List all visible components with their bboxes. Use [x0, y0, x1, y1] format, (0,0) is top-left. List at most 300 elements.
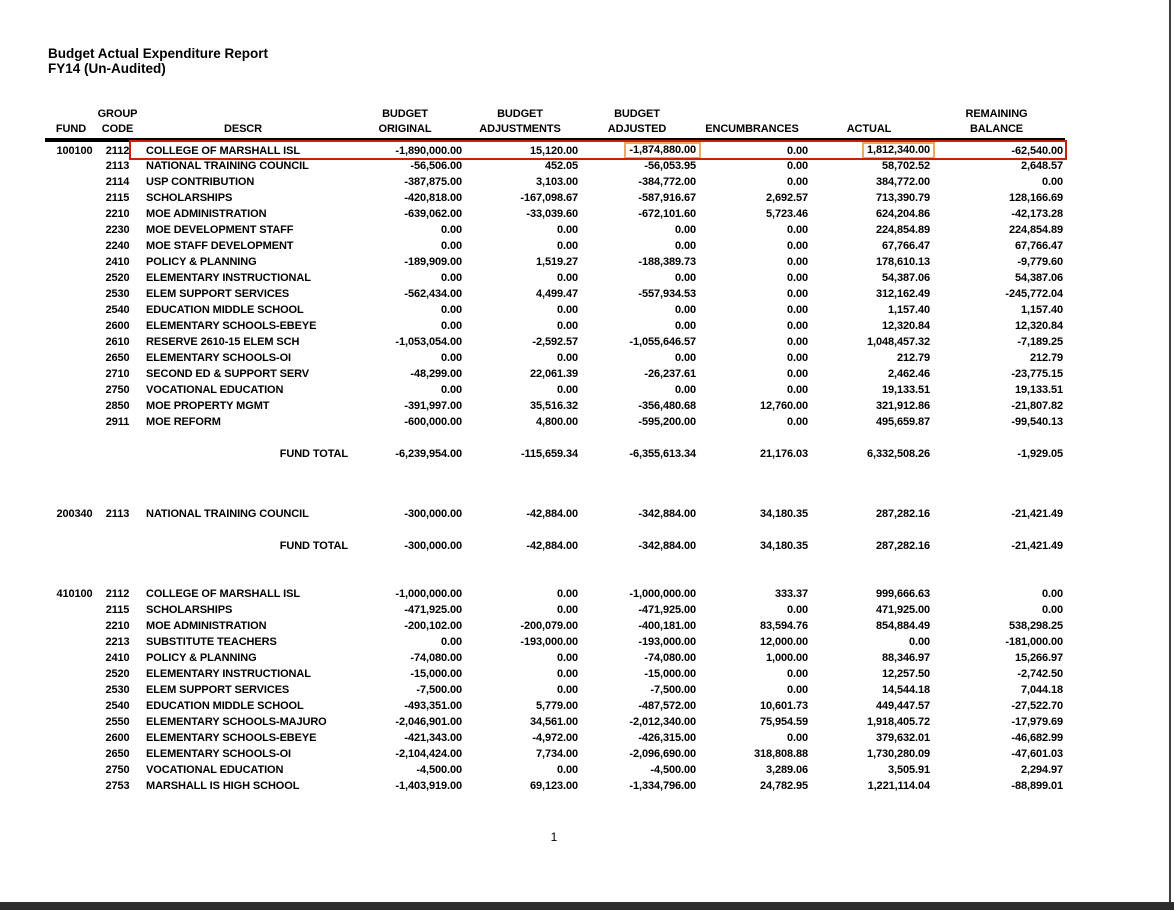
- header-budget-label-original: BUDGET: [382, 108, 428, 120]
- remaining-balance-cell: -47,601.03: [1011, 748, 1063, 760]
- budget-original-cell: -639,062.00: [404, 208, 462, 220]
- budget-adjustments-cell: 3,103.00: [535, 176, 578, 188]
- descr-cell: MARSHALL IS HIGH SCHOOL: [146, 780, 300, 792]
- remaining-balance-cell: -88,899.01: [1011, 780, 1063, 792]
- encumbrances-cell: 0.00: [786, 176, 808, 188]
- table-header: [45, 107, 1065, 142]
- header-budget-adjusted: ADJUSTED: [607, 123, 667, 135]
- group-code-cell: 2750: [105, 764, 130, 776]
- descr-cell: MOE DEVELOPMENT STAFF: [146, 224, 294, 236]
- group-code-cell: 2710: [105, 368, 130, 380]
- table-row: [45, 414, 1063, 430]
- table-row: [45, 206, 1063, 222]
- budget-adjusted-cell: -7,500.00: [650, 684, 696, 696]
- table-row: [45, 350, 1063, 366]
- table-row: [45, 238, 1063, 254]
- encumbrances-cell: 0.00: [786, 336, 808, 348]
- remaining-balance-cell: -245,772.04: [1005, 288, 1063, 300]
- budget-original-cell: -600,000.00: [404, 416, 462, 428]
- fund-total-budget-original: -6,239,954.00: [395, 448, 462, 460]
- encumbrances-cell: 10,601.73: [759, 700, 808, 712]
- actual-cell: 999,666.63: [875, 588, 930, 600]
- encumbrances-cell: 0.00: [786, 304, 808, 316]
- highlighted-value-box: -1,874,880.00: [624, 142, 701, 159]
- table-row: [45, 650, 1063, 666]
- header-encumbrances: ENCUMBRANCES: [705, 123, 799, 135]
- encumbrances-cell: 0.00: [786, 732, 808, 744]
- table-row: [45, 666, 1063, 682]
- encumbrances-cell: 0.00: [786, 288, 808, 300]
- group-code-cell: 2520: [105, 272, 130, 284]
- fund-total-label: FUND TOTAL: [279, 448, 348, 460]
- budget-adjustments-cell: 35,516.32: [529, 400, 578, 412]
- budget-adjusted-cell: -342,884.00: [638, 508, 696, 520]
- budget-original-cell: -189,909.00: [404, 256, 462, 268]
- descr-cell: VOCATIONAL EDUCATION: [146, 384, 284, 396]
- encumbrances-cell: 0.00: [786, 272, 808, 284]
- table-row: [45, 382, 1063, 398]
- budget-adjusted-cell: -74,080.00: [644, 652, 696, 664]
- actual-cell: [808, 142, 930, 159]
- remaining-balance-cell: 67,766.47: [1014, 240, 1063, 252]
- group-code-cell: 2600: [105, 320, 130, 332]
- group-code-cell: 2210: [105, 208, 130, 220]
- encumbrances-cell: 318,808.88: [753, 748, 808, 760]
- budget-adjustments-cell: 0.00: [556, 604, 578, 616]
- header-budget-adjustments: ADJUSTMENTS: [479, 123, 561, 135]
- remaining-balance-cell: -62,540.00: [1011, 144, 1063, 157]
- budget-original-cell: -48,299.00: [410, 368, 462, 380]
- header-remaining-balance: BALANCE: [969, 123, 1024, 135]
- fund-total-encumbrances: 21,176.03: [759, 448, 808, 460]
- encumbrances-cell: 24,782.95: [759, 780, 808, 792]
- actual-cell: 12,320.84: [881, 320, 930, 332]
- budget-adjusted-cell: -587,916.67: [638, 192, 696, 204]
- table-row: [45, 318, 1063, 334]
- descr-cell: ELEM SUPPORT SERVICES: [146, 684, 290, 696]
- descr-cell: MOE PROPERTY MGMT: [146, 400, 270, 412]
- fund-section-rows: [45, 142, 1063, 430]
- remaining-balance-cell: -7,189.25: [1017, 336, 1063, 348]
- budget-adjustments-cell: 0.00: [556, 304, 578, 316]
- budget-adjustments-cell: -42,884.00: [526, 508, 578, 520]
- budget-adjustments-cell: 0.00: [556, 668, 578, 680]
- table-row: [45, 174, 1063, 190]
- descr-cell: SCHOLARSHIPS: [146, 192, 233, 204]
- budget-adjusted-cell: -356,480.68: [638, 400, 696, 412]
- budget-original-cell: -387,875.00: [404, 176, 462, 188]
- budget-adjusted-cell: -426,315.00: [638, 732, 696, 744]
- budget-original-cell: -420,818.00: [404, 192, 462, 204]
- budget-adjustments-cell: -167,098.67: [520, 192, 578, 204]
- budget-adjustments-cell: 69,123.00: [529, 780, 578, 792]
- group-code-cell: 2112: [105, 588, 130, 600]
- budget-adjustments-cell: 0.00: [556, 320, 578, 332]
- remaining-balance-cell: -46,682.99: [1011, 732, 1063, 744]
- budget-adjusted-cell: -471,925.00: [638, 604, 696, 616]
- descr-cell: ELEMENTARY INSTRUCTIONAL: [146, 272, 311, 284]
- fund-section-rows: [45, 506, 1063, 522]
- budget-adjustments-cell: 22,061.39: [529, 368, 578, 380]
- actual-cell: 713,390.79: [875, 192, 930, 204]
- group-code-cell: 2753: [105, 780, 130, 792]
- encumbrances-cell: 2,692.57: [765, 192, 808, 204]
- table-row: [45, 762, 1063, 778]
- budget-adjusted-cell: [578, 142, 696, 159]
- table-row: [45, 698, 1063, 714]
- budget-original-cell: -1,053,054.00: [395, 336, 462, 348]
- encumbrances-cell: 1,000.00: [765, 652, 808, 664]
- actual-cell: 88,346.97: [881, 652, 930, 664]
- budget-original-cell: -15,000.00: [410, 668, 462, 680]
- table-row: [45, 302, 1063, 318]
- table-row: [45, 334, 1063, 350]
- budget-adjusted-cell: -56,053.95: [644, 160, 696, 172]
- descr-cell: MOE ADMINISTRATION: [146, 208, 267, 220]
- remaining-balance-cell: 54,387.06: [1014, 272, 1063, 284]
- table-row: [45, 158, 1063, 174]
- remaining-balance-cell: -99,540.13: [1011, 416, 1063, 428]
- budget-adjusted-cell: -2,012,340.00: [629, 716, 696, 728]
- descr-cell: MOE REFORM: [146, 416, 221, 428]
- actual-cell: 854,884.49: [875, 620, 930, 632]
- budget-original-cell: -562,434.00: [404, 288, 462, 300]
- fund-cell: 410100: [56, 588, 93, 600]
- page-number: 1: [550, 830, 558, 844]
- group-code-cell: 2213: [105, 636, 130, 648]
- descr-cell: NATIONAL TRAINING COUNCIL: [146, 508, 309, 520]
- header-budget-original: ORIGINAL: [378, 123, 432, 135]
- table-row: [45, 366, 1063, 382]
- actual-cell: 1,157.40: [887, 304, 930, 316]
- budget-original-cell: -1,000,000.00: [395, 588, 462, 600]
- descr-cell: MOE ADMINISTRATION: [146, 620, 267, 632]
- encumbrances-cell: 0.00: [786, 668, 808, 680]
- budget-adjustments-cell: 0.00: [556, 652, 578, 664]
- budget-original-cell: -2,104,424.00: [395, 748, 462, 760]
- group-code-cell: 2530: [105, 288, 130, 300]
- group-code-cell: 2650: [105, 352, 130, 364]
- budget-adjustments-cell: 4,499.47: [535, 288, 578, 300]
- encumbrances-cell: 0.00: [786, 368, 808, 380]
- table-row: [45, 634, 1063, 650]
- budget-original-cell: -2,046,901.00: [395, 716, 462, 728]
- remaining-balance-cell: -9,779.60: [1017, 256, 1063, 268]
- remaining-balance-cell: 0.00: [1041, 588, 1063, 600]
- actual-cell: 12,257.50: [881, 668, 930, 680]
- budget-original-cell: 0.00: [440, 304, 462, 316]
- table-row: [45, 254, 1063, 270]
- fund-cell: 100100: [56, 144, 93, 157]
- encumbrances-cell: 12,760.00: [759, 400, 808, 412]
- group-code-cell: 2750: [105, 384, 130, 396]
- group-code-cell: 2240: [105, 240, 130, 252]
- budget-adjustments-cell: 0.00: [556, 352, 578, 364]
- actual-cell: 19,133.51: [881, 384, 930, 396]
- encumbrances-cell: 0.00: [786, 352, 808, 364]
- actual-cell: 471,925.00: [875, 604, 930, 616]
- descr-cell: EDUCATION MIDDLE SCHOOL: [146, 700, 304, 712]
- group-code-cell: 2114: [105, 176, 130, 188]
- budget-adjustments-cell: 0.00: [556, 588, 578, 600]
- descr-cell: ELEMENTARY SCHOOLS-EBEYE: [146, 732, 317, 744]
- remaining-balance-cell: 538,298.25: [1008, 620, 1063, 632]
- actual-cell: 1,221,114.04: [867, 780, 930, 792]
- encumbrances-cell: 34,180.35: [759, 508, 808, 520]
- budget-adjusted-cell: -487,572.00: [638, 700, 696, 712]
- table-body: [45, 142, 1063, 794]
- encumbrances-cell: 12,000.00: [759, 636, 808, 648]
- descr-cell: ELEM SUPPORT SERVICES: [146, 288, 290, 300]
- descr-cell: RESERVE 2610-15 ELEM SCH: [146, 336, 300, 348]
- fund-total-remaining-balance: -21,421.49: [1011, 540, 1063, 552]
- remaining-balance-cell: -27,522.70: [1011, 700, 1063, 712]
- group-code-cell: 2530: [105, 684, 130, 696]
- remaining-balance-cell: -21,421.49: [1011, 508, 1063, 520]
- budget-adjusted-cell: 0.00: [674, 352, 696, 364]
- actual-cell: 14,544.18: [881, 684, 930, 696]
- remaining-balance-cell: 1,157.40: [1020, 304, 1063, 316]
- table-row: [45, 398, 1063, 414]
- budget-adjustments-cell: -2,592.57: [532, 336, 578, 348]
- descr-cell: POLICY & PLANNING: [146, 652, 257, 664]
- remaining-balance-cell: 7,044.18: [1020, 684, 1063, 696]
- budget-original-cell: 0.00: [440, 384, 462, 396]
- header-budget-label-adjusted: BUDGET: [614, 108, 660, 120]
- remaining-balance-cell: -23,775.15: [1011, 368, 1063, 380]
- encumbrances-cell: 0.00: [786, 384, 808, 396]
- budget-adjustments-cell: 0.00: [556, 224, 578, 236]
- encumbrances-cell: 0.00: [786, 256, 808, 268]
- fund-total-budget-adjustments: -42,884.00: [526, 540, 578, 552]
- budget-original-cell: 0.00: [440, 240, 462, 252]
- encumbrances-cell: 83,594.76: [759, 620, 808, 632]
- budget-adjusted-cell: -595,200.00: [638, 416, 696, 428]
- budget-adjustments-cell: -200,079.00: [520, 620, 578, 632]
- fund-cell: 200340: [56, 508, 93, 520]
- fund-total-budget-adjustments: -115,659.34: [520, 448, 578, 460]
- descr-cell: POLICY & PLANNING: [146, 256, 257, 268]
- report-title: [48, 46, 268, 76]
- actual-cell: 212.79: [896, 352, 930, 364]
- fund-total-budget-adjusted: -6,355,613.34: [629, 448, 696, 460]
- fund-section: [45, 586, 1063, 794]
- descr-cell: ELEMENTARY SCHOOLS-OI: [146, 748, 291, 760]
- expenditure-table: [45, 107, 1063, 794]
- actual-cell: 321,912.86: [875, 400, 930, 412]
- header-descr: DESCR: [223, 123, 262, 135]
- actual-cell: 2,462.46: [887, 368, 930, 380]
- remaining-balance-cell: -42,173.28: [1011, 208, 1063, 220]
- budget-original-cell: 0.00: [440, 320, 462, 332]
- budget-adjusted-cell: -400,181.00: [638, 620, 696, 632]
- budget-adjustments-cell: 7,734.00: [535, 748, 578, 760]
- budget-adjusted-cell: 0.00: [674, 384, 696, 396]
- descr-cell: COLLEGE OF MARSHALL ISL: [146, 144, 300, 157]
- budget-original-cell: 0.00: [440, 352, 462, 364]
- encumbrances-cell: 0.00: [786, 416, 808, 428]
- descr-cell: VOCATIONAL EDUCATION: [146, 764, 284, 776]
- descr-cell: SECOND ED & SUPPORT SERV: [146, 368, 310, 380]
- fund-total-encumbrances: 34,180.35: [759, 540, 808, 552]
- group-code-cell: 2520: [105, 668, 130, 680]
- group-code-cell: 2115: [105, 604, 130, 616]
- table-row: [45, 778, 1063, 794]
- encumbrances-cell: 0.00: [786, 144, 808, 157]
- budget-adjustments-cell: 0.00: [556, 684, 578, 696]
- remaining-balance-cell: 128,166.69: [1008, 192, 1063, 204]
- group-code-cell: 2113: [105, 160, 130, 172]
- header-budget-label-adjustments: BUDGET: [497, 108, 543, 120]
- table-row: [45, 602, 1063, 618]
- encumbrances-cell: 0.00: [786, 240, 808, 252]
- budget-original-cell: 0.00: [440, 272, 462, 284]
- encumbrances-cell: 0.00: [786, 604, 808, 616]
- budget-adjustments-cell: 0.00: [556, 240, 578, 252]
- group-code-cell: 2115: [105, 192, 130, 204]
- budget-adjusted-cell: -557,934.53: [638, 288, 696, 300]
- group-code-cell: 2650: [105, 748, 130, 760]
- budget-adjusted-cell: -188,389.73: [638, 256, 696, 268]
- actual-cell: 1,918,405.72: [866, 716, 930, 728]
- budget-original-cell: 0.00: [440, 636, 462, 648]
- actual-cell: 495,659.87: [875, 416, 930, 428]
- group-code-cell: 2540: [105, 304, 130, 316]
- actual-cell: 379,632.01: [875, 732, 930, 744]
- fund-total-budget-original: -300,000.00: [404, 540, 462, 552]
- group-code-cell: 2540: [105, 700, 130, 712]
- report-title-line1: Budget Actual Expenditure Report: [48, 46, 269, 61]
- table-row: [45, 682, 1063, 698]
- remaining-balance-cell: 212.79: [1029, 352, 1063, 364]
- table-header-row-1: [45, 107, 1065, 122]
- descr-cell: ELEMENTARY INSTRUCTIONAL: [146, 668, 311, 680]
- budget-adjusted-cell: -2,096,690.00: [629, 748, 696, 760]
- actual-cell: 0.00: [908, 636, 930, 648]
- budget-original-cell: -493,351.00: [404, 700, 462, 712]
- group-code-cell: 2600: [105, 732, 130, 744]
- budget-adjustments-cell: -193,000.00: [520, 636, 578, 648]
- budget-adjusted-cell: -1,055,646.57: [629, 336, 696, 348]
- group-code-cell: 2112: [105, 144, 130, 157]
- table-row: [45, 506, 1063, 522]
- window-bottom-bar: [0, 902, 1174, 910]
- actual-cell: 1,048,457.32: [866, 336, 930, 348]
- actual-cell: 224,854.89: [875, 224, 930, 236]
- remaining-balance-cell: 12,320.84: [1014, 320, 1063, 332]
- header-actual: ACTUAL: [846, 123, 892, 135]
- fund-section-rows: [45, 586, 1063, 794]
- header-group-label: GROUP: [97, 108, 138, 120]
- budget-adjusted-cell: -4,500.00: [650, 764, 696, 776]
- table-row: [45, 286, 1063, 302]
- encumbrances-cell: 0.00: [786, 224, 808, 236]
- descr-cell: SUBSTITUTE TEACHERS: [146, 636, 277, 648]
- budget-adjusted-cell: -193,000.00: [638, 636, 696, 648]
- encumbrances-cell: 5,723.46: [765, 208, 808, 220]
- group-code-cell: 2410: [105, 652, 130, 664]
- budget-adjustments-cell: 1,519.27: [535, 256, 578, 268]
- budget-adjusted-cell: -26,237.61: [644, 368, 696, 380]
- budget-original-cell: -300,000.00: [404, 508, 462, 520]
- actual-cell: 54,387.06: [881, 272, 930, 284]
- budget-original-cell: -391,997.00: [404, 400, 462, 412]
- budget-original-cell: -4,500.00: [416, 764, 462, 776]
- encumbrances-cell: 3,289.06: [765, 764, 808, 776]
- report-title-line2: FY14 (Un-Audited): [48, 61, 166, 76]
- header-code: CODE: [101, 123, 134, 135]
- budget-adjusted-cell: -15,000.00: [644, 668, 696, 680]
- group-code-cell: 2610: [105, 336, 130, 348]
- highlighted-value-box: 1,812,340.00: [862, 142, 935, 159]
- descr-cell: ELEMENTARY SCHOOLS-EBEYE: [146, 320, 317, 332]
- actual-cell: 287,282.16: [875, 508, 930, 520]
- group-code-cell: 2911: [105, 416, 130, 428]
- budget-original-cell: 0.00: [440, 224, 462, 236]
- fund-section: [45, 142, 1063, 462]
- encumbrances-cell: 0.00: [786, 684, 808, 696]
- fund-total-row: [45, 446, 1063, 462]
- budget-original-cell: -74,080.00: [410, 652, 462, 664]
- actual-cell: 3,505.91: [887, 764, 930, 776]
- budget-adjusted-cell: -1,334,796.00: [629, 780, 696, 792]
- descr-cell: NATIONAL TRAINING COUNCIL: [146, 160, 309, 172]
- table-row: [45, 730, 1063, 746]
- budget-adjusted-cell: 0.00: [674, 320, 696, 332]
- fund-total-budget-adjusted: -342,884.00: [638, 540, 696, 552]
- fund-total-remaining-balance: -1,929.05: [1017, 448, 1063, 460]
- budget-original-cell: -421,343.00: [404, 732, 462, 744]
- budget-adjustments-cell: 0.00: [556, 272, 578, 284]
- table-header-row-2: [45, 122, 1065, 137]
- budget-adjustments-cell: 452.05: [544, 160, 578, 172]
- budget-original-cell: -7,500.00: [416, 684, 462, 696]
- fund-section: [45, 506, 1063, 554]
- encumbrances-cell: 0.00: [786, 160, 808, 172]
- table-row: [45, 270, 1063, 286]
- encumbrances-cell: 0.00: [786, 320, 808, 332]
- fund-total-row: [45, 538, 1063, 554]
- actual-cell: 449,447.57: [875, 700, 930, 712]
- remaining-balance-cell: 0.00: [1041, 176, 1063, 188]
- header-fund: FUND: [55, 123, 87, 135]
- encumbrances-cell: 75,954.59: [759, 716, 808, 728]
- table-row: [45, 586, 1063, 602]
- budget-adjustments-cell: 4,800.00: [535, 416, 578, 428]
- budget-adjustments-cell: -4,972.00: [532, 732, 578, 744]
- budget-adjustments-cell: 15,120.00: [529, 144, 578, 157]
- group-code-cell: 2550: [105, 716, 130, 728]
- table-row: [45, 222, 1063, 238]
- budget-original-cell: -1,403,919.00: [395, 780, 462, 792]
- actual-cell: 178,610.13: [875, 256, 930, 268]
- actual-cell: 624,204.86: [875, 208, 930, 220]
- budget-original-cell: -1,890,000.00: [395, 144, 462, 157]
- descr-cell: ELEMENTARY SCHOOLS-MAJURO: [146, 716, 327, 728]
- budget-original-cell: -56,506.00: [410, 160, 462, 172]
- descr-cell: USP CONTRIBUTION: [146, 176, 255, 188]
- descr-cell: COLLEGE OF MARSHALL ISL: [146, 588, 300, 600]
- remaining-balance-cell: 0.00: [1041, 604, 1063, 616]
- table-row: [45, 190, 1063, 206]
- budget-adjusted-cell: 0.00: [674, 224, 696, 236]
- remaining-balance-cell: -21,807.82: [1011, 400, 1063, 412]
- budget-adjustments-cell: 5,779.00: [535, 700, 578, 712]
- actual-cell: 384,772.00: [875, 176, 930, 188]
- budget-original-cell: -200,102.00: [404, 620, 462, 632]
- table-row: [45, 746, 1063, 762]
- budget-adjusted-cell: -384,772.00: [638, 176, 696, 188]
